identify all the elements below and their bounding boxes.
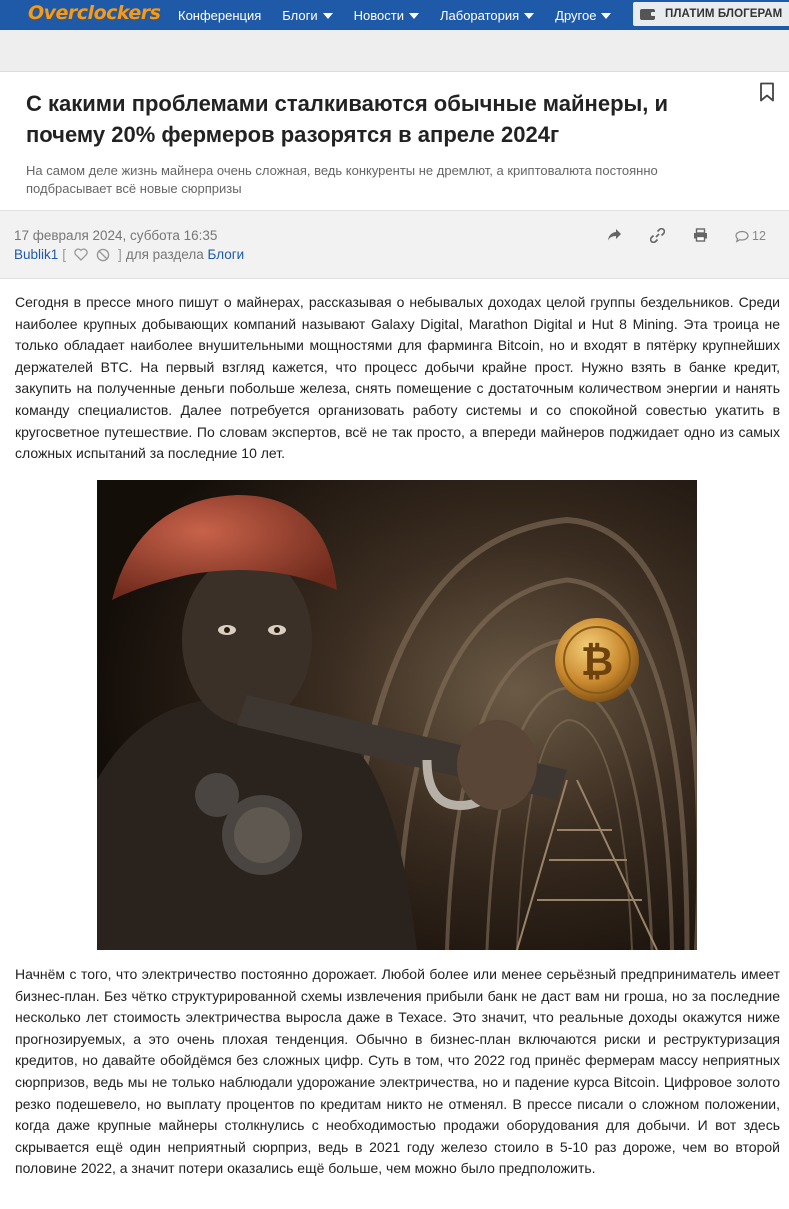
bracket-close: ] [118, 247, 122, 262]
share-icon[interactable] [607, 228, 622, 242]
ban-icon[interactable] [96, 248, 110, 262]
svg-text:₿: ₿ [580, 639, 614, 685]
nav-item-blogs[interactable] [282, 8, 332, 23]
nav-label: Новости [353, 7, 404, 23]
pay-bloggers-label: ПЛАТИМ БЛОГЕРАМ [665, 8, 783, 20]
caret-down-icon [524, 13, 534, 19]
caret-down-icon [409, 13, 419, 19]
author-line [14, 247, 244, 262]
article-paragraph: Начнём с того, что электричество постоянно дорожает. Любой более или менее серьёзный предприниматель имеет бизнес-план. Без чётко структурированной схемы извлечения прибыли банк не даст вам ни гроша, но за последние несколько лет стоимость электричества выросла даже в Техасе. Это значит, что реальные доходы окажутся ниже прогнозируемых, а это очень плохая тенденция. Обычно в бизнес-план включаются риски и реструктуризация кредитов, но давайте обойдёмся без сложных цифр. Суть в том, что 2022 год принёс фермерам массу неприятных сюрпризов, ведь мы не только наблюдали удорожание электричества, но и падение курса Bitcoin. Цифровое золото резко подешевело, но выплату процентов по кредитам никто не отменял. В прессе писали о сложном положении, когда даже крупные майнеры столкнулись с необходимостью продажи оборудования для добычи. И вот здесь скрывается ещё один неприятный сюрприз, ведь в 2021 году железо стоило в 5-10 раз дороже, чем во второй половине 2022, а значит потери оказались ещё больше, чем можно было предположить. [15, 966, 780, 1177]
print-icon[interactable] [693, 228, 708, 242]
heart-icon[interactable] [74, 248, 88, 261]
comments-count[interactable]: 12 [752, 229, 766, 243]
top-navbar [0, 0, 789, 30]
article-subtitle: На самом деле жизнь майнера очень сложная, ведь конкуренты не дремлют, а криптовалюта постоянно подбрасывает всё новые сюрпризы [26, 163, 658, 196]
article-image [97, 480, 697, 950]
section-prefix: для раздела [125, 247, 204, 262]
wallet-icon [640, 9, 655, 20]
bookmark-icon[interactable] [759, 82, 775, 102]
site-logo[interactable]: Overclockers [28, 2, 161, 24]
section-link[interactable]: Блоги [207, 247, 245, 262]
link-icon[interactable] [650, 228, 665, 243]
author-link[interactable]: Bublik1 [14, 247, 59, 262]
nav-label: Конференция [178, 7, 262, 23]
main-nav [178, 0, 632, 30]
nav-label: Лаборатория [439, 7, 520, 23]
caret-down-icon [323, 13, 333, 19]
article-meta-bar [0, 210, 789, 279]
nav-label: Другое [555, 7, 597, 23]
pay-bloggers-button[interactable] [633, 2, 789, 26]
nav-item-lab[interactable] [440, 8, 534, 23]
publish-date: 17 февраля 2024, суббота 16:35 [14, 228, 218, 243]
nav-item-news[interactable] [354, 8, 419, 23]
caret-down-icon [601, 13, 611, 19]
bracket-open: [ [62, 247, 67, 262]
nav-item-conference[interactable] [178, 8, 261, 23]
nav-item-other[interactable] [555, 8, 611, 23]
comment-icon[interactable] [735, 230, 749, 243]
ad-band [0, 30, 789, 72]
nav-label: Блоги [282, 7, 318, 23]
article-title: С какими проблемами сталкиваются обычные майнеры, и почему 20% фермеров разорятся в апреле 2024г [26, 91, 669, 147]
article-paragraph: Сегодня в прессе много пишут о майнерах, рассказывая о небывалых доходах целой группы бездельников. Среди наиболее крупных добывающих компаний называют Galaxy Digital, Marathon Digital и Hut 8 Mining. Эта троица не только обладает наиболее внушительными мощностями для фарминга Bitcoin, но и входят в пятёрку крупнейших держателей BTC. На первый взгляд кажется, что процесс добычи крайне прост. Нужно взять в банке кредит, закупить на полученные деньги побольше железа, снять помещение с достаточным количеством энергии и нанять команду специалистов. Далее потребуется организовать работу системы и со спокойной совестью укатить в кругосветное путешествие. По словам экспертов, всё не так просто, а впереди майнеров поджидает одно из самых сложных испытаний за последние 10 лет. [15, 294, 780, 462]
